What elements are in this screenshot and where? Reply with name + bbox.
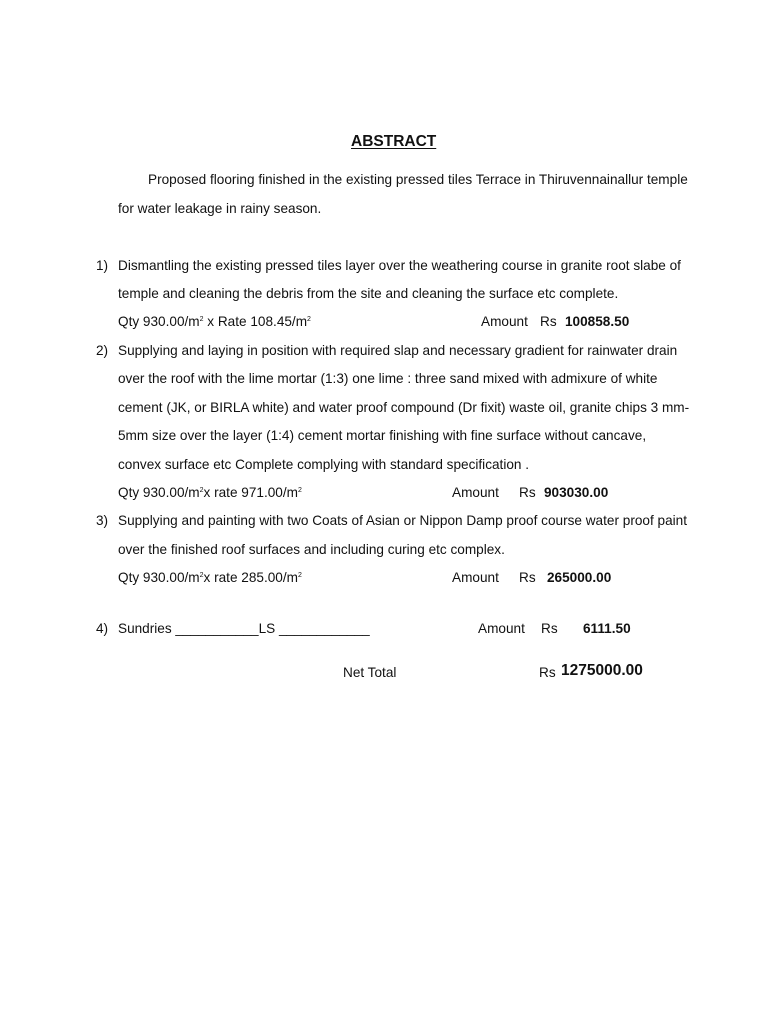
rate-text: x Rate 108.45/m bbox=[203, 314, 308, 329]
item-text-line: over the roof with the lime mortar (1:3) one lime : three sand mixed with admixure of white bbox=[118, 371, 658, 386]
currency-label: Rs bbox=[540, 314, 557, 329]
superscript: 2 bbox=[297, 572, 302, 579]
rate-text: x rate 285.00/m bbox=[203, 570, 298, 585]
qty-text: Qty 930.00/m bbox=[118, 570, 200, 585]
item-text-line: Dismantling the existing pressed tiles layer over the weathering course in granite root slabe of bbox=[118, 258, 681, 273]
item-number: 3) bbox=[96, 513, 109, 528]
amount-label: Amount bbox=[452, 485, 499, 500]
item-quantity-rate bbox=[118, 569, 302, 587]
rate-text: x rate 971.00/m bbox=[203, 485, 298, 500]
item-number: 2) bbox=[96, 343, 109, 358]
intro-line-2: for water leakage in rainy season. bbox=[118, 201, 322, 216]
net-total-label: Net Total bbox=[343, 665, 397, 680]
item-number: 4) bbox=[96, 621, 109, 636]
superscript: 2 bbox=[199, 572, 204, 579]
intro-line-1: Proposed flooring finished in the existing pressed tiles Terrace in Thiruvennainallur temple bbox=[148, 172, 688, 187]
amount-value: 6111.50 bbox=[583, 621, 631, 636]
currency-label: Rs bbox=[519, 485, 536, 500]
qty-text: Qty 930.00/m bbox=[118, 314, 200, 329]
currency-label: Rs bbox=[519, 570, 536, 585]
superscript: 2 bbox=[199, 487, 204, 494]
amount-value: 100858.50 bbox=[565, 314, 630, 329]
amount-value: 265000.00 bbox=[547, 570, 612, 585]
sundries-text: Sundries ___________LS ____________ bbox=[118, 621, 370, 636]
item-text-line: 5mm size over the layer (1:4) cement mortar finishing with fine surface without cancave, bbox=[118, 428, 647, 443]
superscript: 2 bbox=[307, 316, 311, 323]
amount-label: Amount bbox=[478, 621, 525, 636]
item-text-line: over the finished roof surfaces and including curing etc complex. bbox=[118, 542, 505, 557]
net-total-value: 1275000.00 bbox=[561, 662, 643, 679]
item-text-line: cement (JK, or BIRLA white) and water proof compound (Dr fixit) waste oil, granite chips 3 mm- bbox=[118, 400, 690, 415]
item-text-line: convex surface etc Complete complying with standard specification . bbox=[118, 457, 530, 472]
currency-label: Rs bbox=[541, 621, 558, 636]
document-title: ABSTRACT bbox=[351, 133, 437, 150]
amount-value: 903030.00 bbox=[544, 485, 609, 500]
net-total-currency: Rs bbox=[539, 665, 556, 680]
superscript: 2 bbox=[199, 316, 204, 323]
item-text-line: temple and cleaning the debris from the site and cleaning the surface etc complete. bbox=[118, 286, 619, 301]
item-text-line: Supplying and laying in position with required slap and necessary gradient for rainwater drain bbox=[118, 343, 678, 358]
item-text-line: Supplying and painting with two Coats of Asian or Nippon Damp proof course water proof paint bbox=[118, 513, 687, 528]
amount-label: Amount bbox=[481, 314, 528, 329]
amount-label: Amount bbox=[452, 570, 499, 585]
superscript: 2 bbox=[297, 487, 302, 494]
qty-text: Qty 930.00/m bbox=[118, 485, 200, 500]
item-quantity-rate bbox=[118, 313, 311, 331]
item-quantity-rate bbox=[118, 484, 302, 502]
item-number: 1) bbox=[96, 258, 109, 273]
